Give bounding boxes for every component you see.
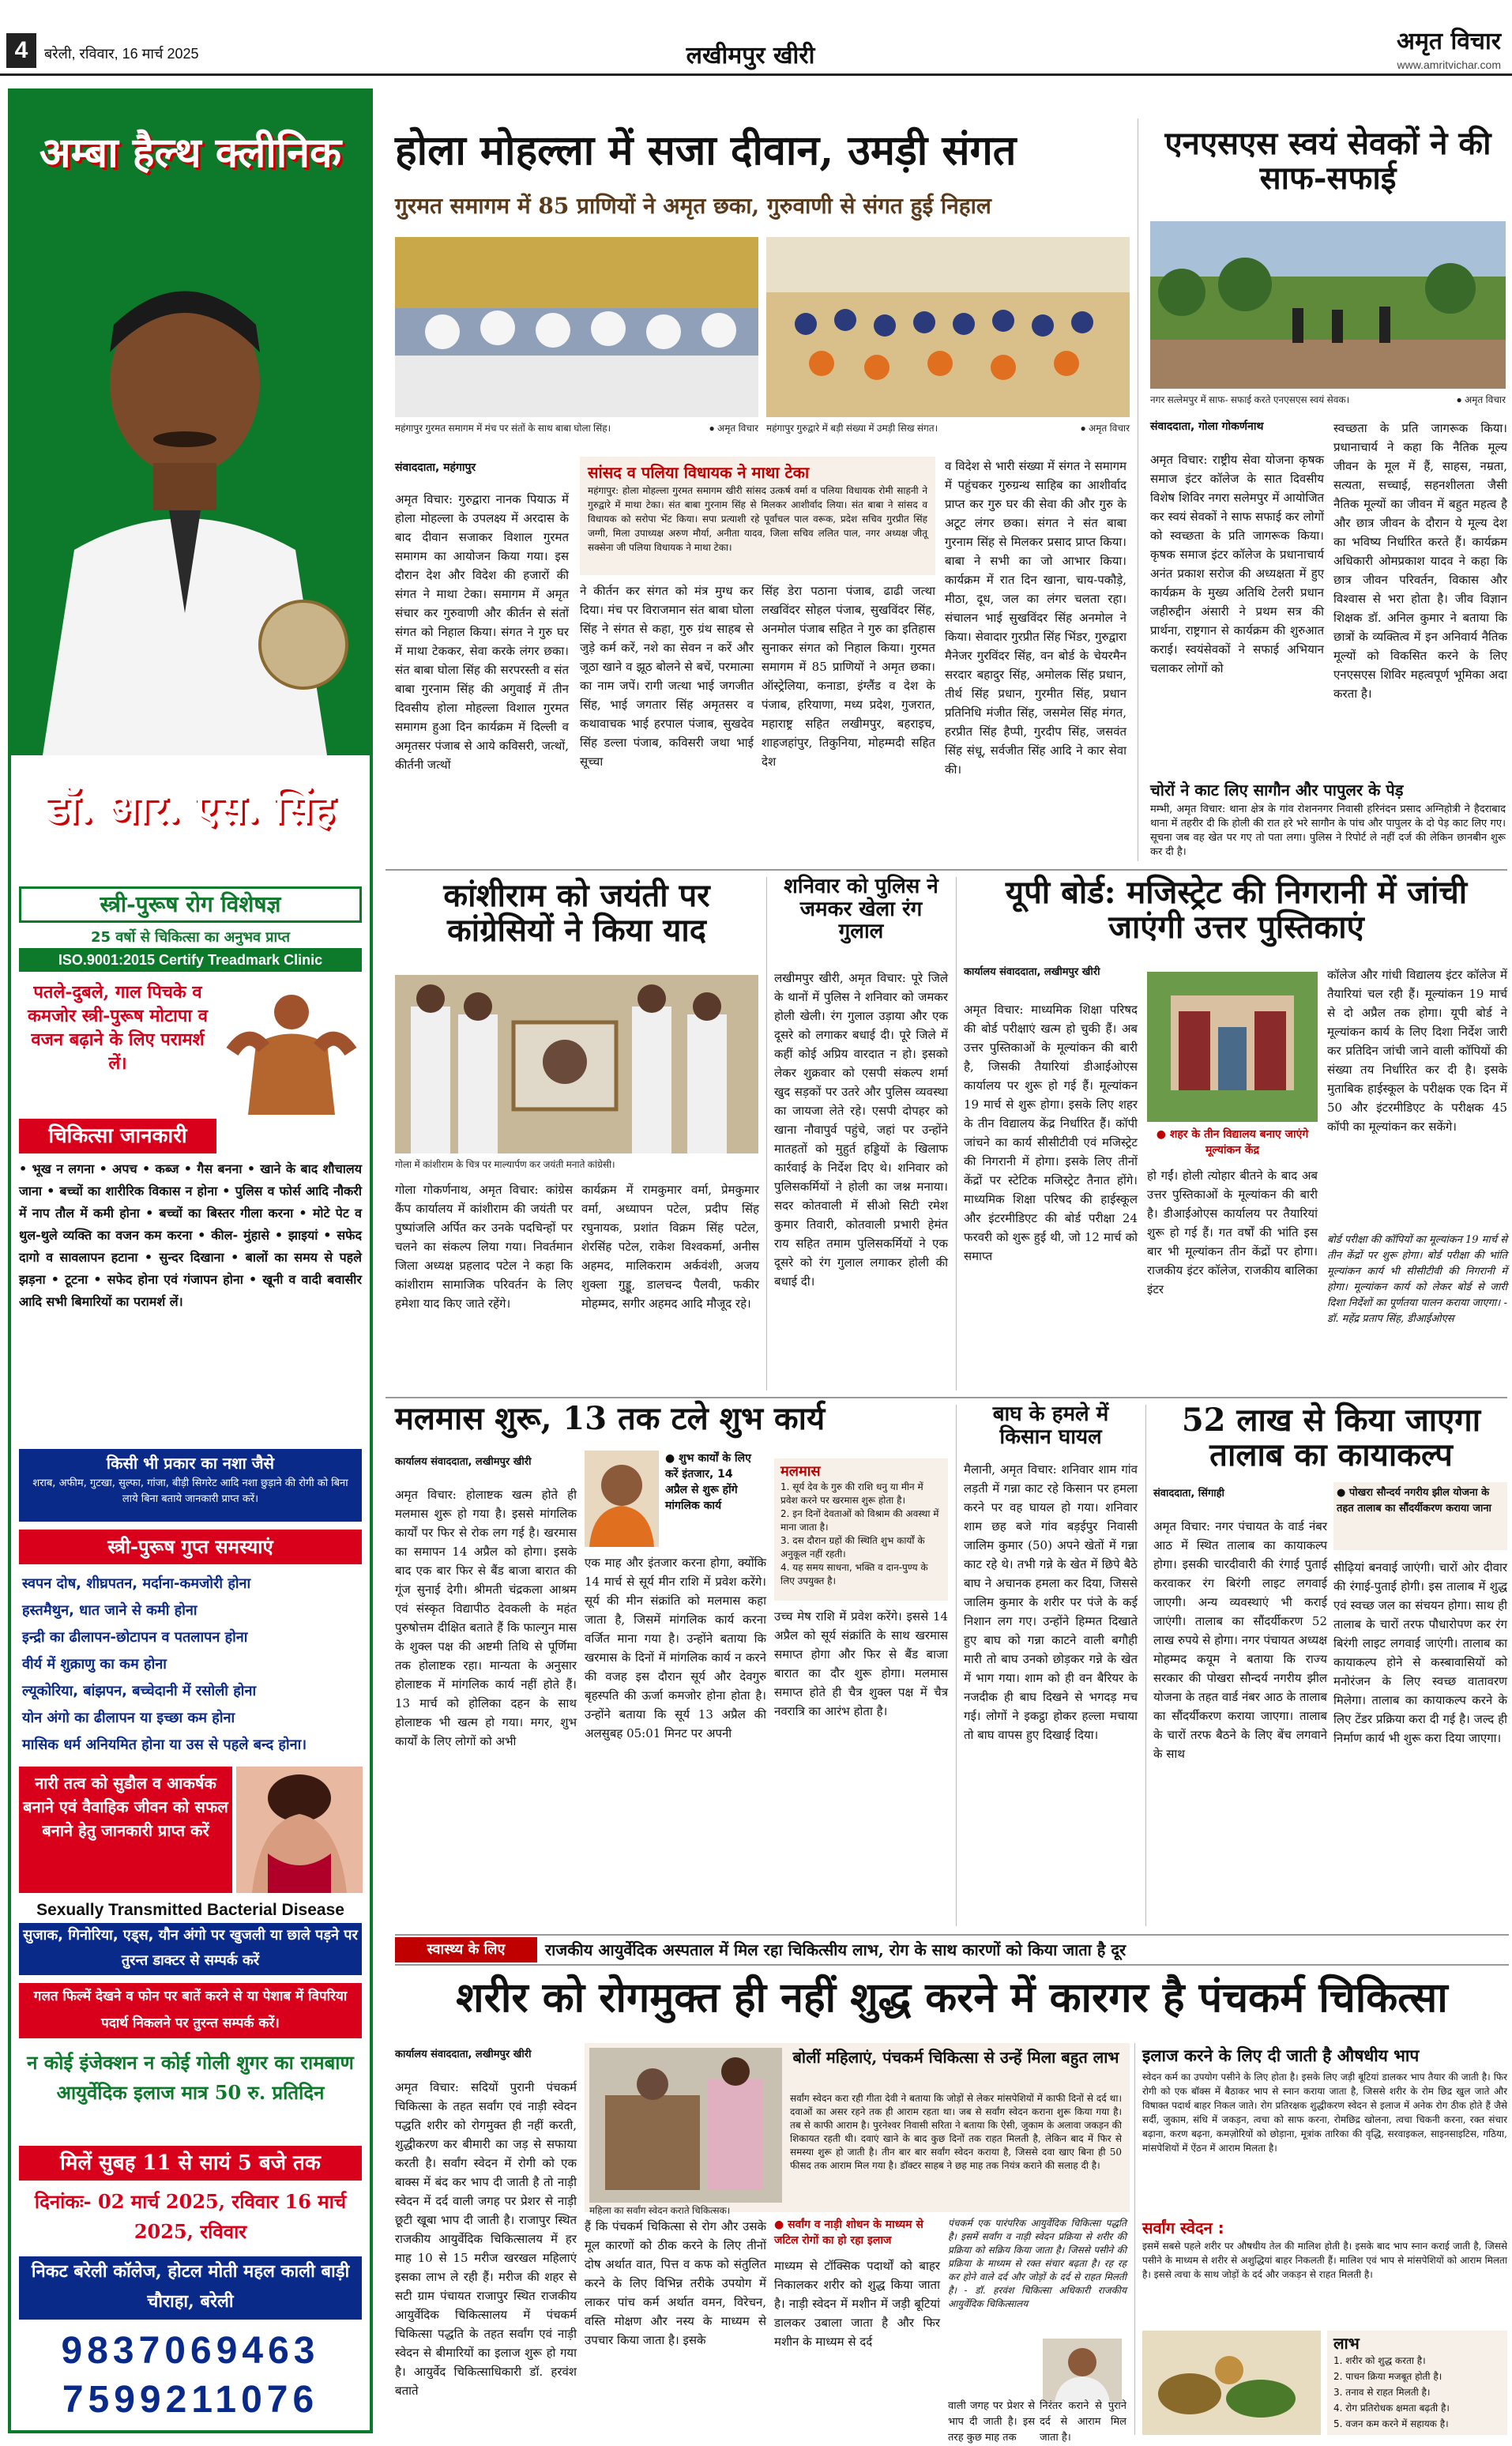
- story5-quote: बोर्ड परीक्षा की कॉपियों का मूल्यांकन 19 मार्च से तीन केंद्रों पर शुरू होगा। बोर्ड परीक्षा की भांति मूल्यांकन कार्य भी सीसीटीवी की निगरानी में होगा। मूल्यांकन कार्य को लेकर बोर्ड से जारी दिशा निर्देशों का पूर्णतया पालन कराया जाएगा। - डॉ. महेंद्र प्रताप सिंह, डीआईओएस: [1327, 1234, 1507, 1325]
- health-bottom-text: वाली जगह पर प्रेशर से भाप दी जाती है। इस तरह कुछ माह तक: [948, 2400, 1035, 2444]
- story4-headline: शनिवार को पुलिस ने जमकर खेला रंग गुलाल: [784, 875, 938, 944]
- story1-col3: सिंह डेरा पठाना पंजाब, ढाढी जत्था लखविंदर सोहल पंजाब, सुखविंदर सिंह, अनमोल पंजाब सहित ने गुरु का इतिहास सुनाकर संगत को निहाल किया। गुरमत समागम में 85 प्राणियों ने अमृत छका। ऑस्ट्रेलिया, कनाडा, इंग्लैंड व देश के पंजाब, हरियाणा, मध्य प्रदेश, गुजरात, महाराष्ट्र सहित लखीमपुर, बहराइच, शाहजहांपुर, तिकुनिया, मोहम्मदी सहित देश: [762, 584, 935, 769]
- story6-box-title: मलमास: [780, 1463, 821, 1480]
- story6-byline: कार्यालय संवाददाता, लखीमपुर खीरी: [395, 1456, 532, 1468]
- story2-photo: [1150, 221, 1506, 389]
- labh-item: 3. तनाव से राहत मिलती है।: [1333, 2387, 1431, 2398]
- health-col2: हैं कि पंचकर्म चिकित्सा से रोग और उसके मूल कारणों को ठीक करने के लिए तीनों दोष अर्थात वात, पित्त व कफ को संतुलित करने के लिए विभिन्न तरीके उपयोग में लाकर पांच कर्म अर्थात वमन, विरेचन, वस्ति मोक्षण और नस्य के माध्यम से उपचार किया जाता है। इसके: [585, 2219, 766, 2347]
- secret-item: हस्तमैथुन, धात जाने से कमी होना: [22, 1602, 197, 1619]
- info-title: चिकित्सा जानकारी: [19, 1119, 216, 1153]
- story5-col3: कॉलेज और गांधी विद्यालय इंटर कॉलेज में तैयारियां चल रही हैं। मूल्यांकन 19 मार्च से दो अप्रैल तक होगा। यूपी बोर्ड ने मूल्यांकन कार्य के लिए दिशा निर्देश जारी कर प्रतिदिन जांची जाने वाली कॉपियों की संख्या तय निर्धारित कर दी है। इसके मुताबिक हाईस्कूल के परीक्षक एक दिन में 50 और इंटरमीडिएट के परीक्षक 45 कॉपी का मूल्यांकन कर सकेंगे।: [1327, 968, 1507, 1134]
- website-url: www.amritvichar.com: [1397, 58, 1501, 71]
- story1-col4: व विदेश से भारी संख्या में संगत ने समागम में पहुंचकर गुरुग्रन्थ साहिब का आशीर्वाद प्राप्त कर गुरु घर की सेवा की और गुरु के अटूट लंगर छका। संगत ने संत बाबा गुरनाम सिंह से मिलकर प्रसाद प्राप्त किया। बाबा ने सभी का जो आभार किया। कार्यक्रम में रात दिन खाना, चाय-पकौड़े, मीठा, दूध, जल का लंगर चलता रहा। संचालन भाई सुखविंदर सिंह अनमोल ने किया। सेवादार गुरप्रीत सिंह भिंडर, गुरुद्वारा मैनेजर गुरविंदर सिंह, वन बोर्ड के चेयरमैन सरदार बहादुर सिंह, अमोलक सिंह प्रधान, तीर्थ सिंह प्रधान, गुरमीत सिंह, प्रधान प्रतिनिधि मंजीत सिंह, जसमेल सिंह मंगत, हरप्रीत सिंह हैप्पी, गुरदीप सिंह, जसवंत सिंह संधू, सर्वजीत सिंह आदि ने कार सेवा की।: [945, 459, 1126, 777]
- iso-badge: ISO.9001:2015 Certify Treadmark Clinic: [19, 948, 362, 972]
- secret-item: योन अंगो का ढीलापन या इच्छा कम होना: [22, 1710, 235, 1726]
- story6-box-item: 2. इन दिनों देवताओं को विश्राम की अवस्था में माना जाता है।: [780, 1508, 939, 1533]
- secret-item: इन्द्री का ढीलापन-छोटापन व पतलापन होना: [22, 1629, 248, 1646]
- women-title: बोलीं महिलाएं, पंचकर्म चिकित्सा से उन्हें मिला बहुत लाभ: [792, 2048, 1119, 2067]
- phone-number-2[interactable]: 7599211076: [62, 2379, 319, 2421]
- secret-item: वीर्य में शुक्राणु का कम होना: [22, 1656, 167, 1673]
- box2-title: ● सर्वांग व नाड़ी शोधन के माध्यम से जटिल रोगों का हो रहा इलाज: [774, 2218, 923, 2247]
- timing-banner: मिलें सुबह 11 से सायं 5 बजे तक: [19, 2146, 362, 2181]
- story5-photo: [1147, 972, 1318, 1122]
- story1-box-text: महंगापुर: होला मोहल्ला गुरमत समागम खीरी सांसद उत्कर्ष वर्मा व पलिया विधायक रोमी साहनी ने गुरुद्वारे में माथा टेका। संत बाबा गुरनाम सिंह से मिलकर आशीर्वाद लिया। संत बाबा ने सांसद व विधायक को सरोपा भेंट किया। सपा प्रत्याशी रहे पूर्वांचल पाल वरूक, प्रदेश सचिव गुरप्रीत सिंह जग्गी, मिला उपाध्यक्ष अरुण मौर्या, अनीता यादव, जिला सचिव ललित पाल, नगर अध्यक्ष जीतू सक्सेना जी पलिया विधायक ने माथा टेका।: [588, 485, 927, 553]
- brand-logo: अमृत विचार: [1397, 28, 1501, 55]
- labh-title: लाभ: [1333, 2334, 1360, 2353]
- section-title: लखीमपुर खीरी: [686, 42, 815, 70]
- health-headline: शरीर को रोगमुक्त ही नहीं शुद्ध करने में कारगर है पंचकर्म चिकित्सा: [456, 1974, 1448, 2022]
- story8-col2: सीढ़ियां बनवाई जाएंगी। चारों ओर दीवार की रंगाई-पुताई होगी। इस तालाब में शुद्ध एवं स्वच्छ जल का संचयन होगा। साथ ही तालाब के चारों तरफ पौधारोपण कर रंग बिरंगी लाइट लगवाई जाएंगी। तालाब का कायाकल्प होने से कस्बावासियों को मनोरंजन के लिए स्वच्छ वातावरण मिलेगा। तालाब का कायाकल्प करने के लिए टेंडर प्रक्रिया करा दी गई है। जल्द ही निर्माण कार्य भी शुरू करा दिया जाएगा।: [1333, 1560, 1507, 1745]
- story1-byline: संवाददाता, महंगापुर: [395, 461, 476, 474]
- story6-box-item: 3. दस दौरान ग्रहों की स्थिति शुभ कार्यों के अनुकूल नहीं रहती।: [780, 1535, 925, 1560]
- story8-byline: संवाददाता, सिंगाही: [1153, 1488, 1224, 1500]
- story1-credit-1: ● अमृत विचार: [709, 423, 758, 434]
- nasha-text: शराब, अफीम, गुटखा, सुल्फा, गांजा, बीड़ी सिगरेट आदि नशा छुड़ाने की रोगी को बिना लाये बिना बताये जानकारी प्राप्त करें।: [32, 1477, 348, 1505]
- labh-list: [1333, 2353, 1501, 2432]
- story3-col2: कार्यक्रम में रामकुमार वर्मा, प्रेमकुमार वर्मा, अध्यापन पटेल, प्रदीप सिंह रघुनायक, प्रशांत विक्रम सिंह पटेल, शेरसिंह पटेल, राकेश विश्वकर्मा, अनीस अहमद, मालिकराम अर्कवंशी, अजय शुक्ला गुड्डू, डालचन्द पैलवी, फकीर मोहम्मद, सगीर अहमद आदि मौजूद रहे।: [581, 1183, 759, 1311]
- doctor-name: डॉ. आर. एस. सिंह: [46, 785, 335, 833]
- std-title: Sexually Transmitted Bacterial Disease: [36, 1901, 344, 1919]
- story6-box-list: [780, 1481, 943, 1588]
- story6-photo: [585, 1451, 659, 1547]
- story2-caption: नगर सत्लेमपुर में साफ- सफाई करते एनएसएस स्वयं सेवक।: [1150, 394, 1350, 405]
- story3-caption: गोला में कांशीराम के चित्र पर माल्यार्पण कर जयंती मनाते कांग्रेसी।: [395, 1159, 615, 1170]
- experience: 25 वर्षो से चिकित्सा का अनुभव प्राप्त: [90, 929, 291, 946]
- story2-credit: ● अमृत विचार: [1456, 394, 1506, 405]
- story6-col2: एक माह और इंतजार करना होगा, क्योंकि 14 मार्च से सूर्य मीन राशि में प्रवेश करेंगे। सूर्य की मीन संक्रांति को मलमास कहा जाता है, जिसमें मांगलिक कार्य करना वर्जित माना गया है। उन्होंने बताया कि खरमास के दिनों में मांगलिक कार्य न करने की वजह इस दौरान सूर्य और देवगुरु बृहस्पति की ऊर्जा कमजोर होना होता है। उन्होंने बताया कि सूर्य 13 अप्रैल की अलसुबह 05:01 मिनट पर अपनी: [585, 1556, 766, 1740]
- story1-credit-2: ● अमृत विचार: [1080, 423, 1130, 434]
- story6-box-item: 1. सूर्य देव के गुरु की राशि धनु या मीन में प्रवेश करने पर खरमास शुरू होता है।: [780, 1481, 923, 1506]
- women-text: सर्वांग स्वेदन करा रही गीता देवी ने बताया कि जोड़ों से लेकर मांसपेशियों में काफी दिनों से दर्द था। दवाओं का असर रहने तक ही आराम रहता था। जब से सर्वांग स्वेदन कराना शुरू किया गया है। तब से काफी आराम है। पुरनेश्वर निवासी सरिता ने बताया कि ऐसी, जुकाम के अलावा जकड़न की शिकायत रहती थी। दवाएं खाने के बाद कुछ दिनों तक राहत मिलती है, लेकिन बाद में फिर से समस्या शुरू हो जाती है। तीन बार बार सर्वांग स्वेदन कराया है, जिससे दवा खाए बिना ही 50 फीसद तक आराम मिल गया है। डॉक्टर साहब ने छह माह तक नियंत्र कराने की सलाह दी है।: [790, 2093, 1122, 2171]
- health-byline: कार्यालय संवाददाता, लखीमपुर खीरी: [395, 2049, 532, 2060]
- story8-box: ● पोखरा सौन्दर्य नगरीय झील योजना के तहत तालाब का सौंदर्यीकरण कराया जाना: [1333, 1482, 1507, 1550]
- story6-headline: मलमास शुरू, 13 तक टले शुभ कार्य: [395, 1400, 826, 1437]
- clinic-advertisement: [8, 88, 373, 2433]
- labh-item: 2. पाचन क्रिया मजबूत होती है।: [1333, 2371, 1442, 2382]
- secret-item: ल्यूकोरिया, बांझपन, बच्चेदानी में रसोली होना: [22, 1683, 257, 1699]
- clinic-name: अम्बा हैल्थ क्लीनिक: [39, 129, 342, 177]
- story1-headline: होला मोहल्ला में सजा दीवान, उमड़ी संगत: [395, 126, 1017, 175]
- labh-item: 4. रोग प्रतिरोधक क्षमता बढ़ती है।: [1333, 2403, 1450, 2414]
- story5-byline: कार्यालय संवाददाता, लखीमपुर खीरी: [964, 966, 1100, 978]
- sarvang-text: इसमें सबसे पहले शरीर पर औषधीय तेल की मालिश होती है। इसके बाद भाप स्नान कराई जाती है, जिससे पसीने के माध्यम से शरीर से अशुद्धियां बाहर निकलती हैं। मालिश एवं भाप से मांसपेशियों को आराम मिलता है। इससे त्वचा के साथ जोड़ों के दर्द और जकड़न से राहत मिलती है।: [1142, 2241, 1507, 2280]
- story6-box-item: 4. यह समय साधना, भक्ति व दान-पुण्य के लिए उपयुक्त है।: [780, 1562, 928, 1586]
- health-caption: महिला का सर्वांग स्वेदन कराते चिकित्सक।: [589, 2205, 731, 2216]
- story6-side-note: ● शुभ कार्यों के लिए करें इंतजार, 14 अप्रैल से शुरू होंगे मांगलिक कार्य: [665, 1452, 751, 1512]
- story3-headline: कांशीराम को जयंती पर कांग्रेसियों ने किया याद: [443, 877, 710, 949]
- story8-col1: अमृत विचार: नगर पंचायत के वार्ड नंबर आठ में स्थित तालाब का कायाकल्प होगा। इसकी चारदीवारी की रंगाई पुताई करवाकर रंग बिरंगी लाइट लगवाई जाएगी। अन्य व्यवस्थाएं भी कराई जाएंगी। तालाब का सौंदर्यीकरण 52 लाख रुपये से होगा। नगर पंचायत अध्यक्ष मोहम्मद कयूम ने बताया कि राज्य सरकार की पोखरा सौन्दर्य नगरीय झील योजना के तहत वार्ड नंबर आठ के तालाब का सौंदर्यीकरण कराया जाएगा। तालाब के चारों तरफ बैठने के लिए बेंच लगवाने के साथ: [1153, 1519, 1327, 1761]
- story5-photo-note: ● शहर के तीन विद्यालय बनाए जाएंगे मूल्यांकन केंद्र: [1156, 1128, 1309, 1157]
- story1-caption-1: महंगापुर गुरमत समागम में मंच पर संतों के साथ बाबा घोला सिंह।: [395, 423, 611, 434]
- sarvang-title: सर्वांग स्वेदन :: [1142, 2218, 1224, 2237]
- story8-headline: 52 लाख से किया जाएगा तालाब का कायाकल्प: [1181, 1402, 1481, 1473]
- story6-col1: अमृत विचार: होलाष्टक खत्म होते ही मलमास शुरू हो गया है। इससे मांगलिक कार्यों पर फिर से रोक लग गई है। खरमास का समापन 14 अप्रैल को होगा। इसके बाद एक बार फिर से बैंड बाजा बारात की गूंज सुनाई देगी। श्रीमती चंद्रकला आश्रम एवं संस्कृत विद्यापीठ देवकली के महंत पुरुषोत्तम दीक्षित बताते हैं कि फाल्गुन मास के शुक्ल पक्ष की अष्टमी तिथि से पूर्णिमा तक होलाष्टक रहा। मान्यता के अनुसार होलाष्टक में मांगलिक कार्य नहीं होते हैं। 13 मार्च को होलिका दहन के साथ होलाष्टक भी खत्म हो गया। मगर, शुभ कार्यों के लिए लोगों को अभी: [395, 1488, 577, 1748]
- weight-gain-text: पतले-दुबले, गाल पिचके व कमजोर स्त्री-पुरूष मोटापा व वजन बढ़ाने के लिए परामर्श लें।: [28, 982, 208, 1074]
- secret-list: [22, 1571, 362, 1759]
- labh-item: 5. वजन कम करने में सहायक है।: [1333, 2418, 1449, 2429]
- woman-image: [236, 1767, 363, 1893]
- labh-item: 1. शरीर को शुद्ध करता है।: [1333, 2355, 1426, 2366]
- secret-item: मासिक धर्म अनियमित होना या उस से पहले बन्द होना।: [22, 1737, 307, 1753]
- health-strip-text: राजकीय आयुर्वेदिक अस्पताल में मिल रहा चिकित्सीय लाभ, रोग के साथ कारणों को किया जाता है दूर: [545, 1940, 1126, 1959]
- story3-col1: गोला गोकर्णनाथ, अमृत विचार: कांग्रेस कैंप कार्यालय में कांशीराम की जयंती पर पुष्पांजलि अर्पित कर उनके पदचिन्हों पर चलने का संकल्प लिया गया। निवर्तमान जिला अध्यक्ष प्रहलाद पटेल ने कहा कि कांशीराम सामाजिक परिवर्तन के लिए हमेशा याद किए जाते रहेंगे।: [395, 1183, 573, 1311]
- story1-subhead: गुरमत समागम में 85 प्राणियों ने अमृत छका, गुरुवाणी से संगत हुई निहाल: [395, 193, 991, 219]
- nasha-title: किसी भी प्रकार का नशा जैसे: [106, 1454, 275, 1473]
- urine-text: गलत फिल्में देखने व फोन पर बातें करने से या पेशाब में विपरिया पदार्थ निकलने पर तुरन्त सम्पर्क करें।: [19, 1983, 362, 2038]
- story1-caption-2: महंगापुर गुरुद्वारे में बड़ी संख्या में उमड़ी सिख संगत।: [766, 423, 938, 434]
- health-quote: पंचकर्म एक पारंपरिक आयुर्वेदिक चिकित्सा पद्धति है। इसमें सर्वांग व नाड़ी स्वेदन प्रक्रिया से शरीर की प्रक्रिया को सक्रिय किया जाता है। जिससे पसीने की प्रक्रिया के माध्यम से रक्त संचार बढ़ता है। रह रह कर होने वाले दर्द और जोड़ों के दर्द से राहत मिलती है। - डॉ. हरवंश चिकित्सा अधिकारी राजकीय आयुर्वेदिक चिकित्सालय: [948, 2218, 1126, 2309]
- story2-headline: एनएसएस स्वयं सेवकों ने की साफ-सफाई: [1164, 125, 1491, 197]
- box2-text: माध्यम से टॉक्सिक पदार्थों को बाहर निकालकर शरीर को शुद्ध किया जाता है। नाड़ी स्वेदन में मशीन में जड़ी बूटियां डालकर उबाला जाता है और फिर मशीन के माध्यम से दर्द: [774, 2259, 940, 2349]
- bhap-title: इलाज करने के लिए दी जाती है औषधीय भाप: [1142, 2045, 1420, 2065]
- story1-col2: ने कीर्तन कर संगत को मंत्र मुग्ध कर दिया। मंच पर विराजमान संत बाबा घोला सिंह ने संगत से कहा, गुरु ग्रंथ साहब से जुड़े कर्म करें, नशे का सेवन न करें और जूठा खाने व झूठ बोलने से बचें, परमात्मा का नाम जपें। रागी जत्था भाई जगजीत सिंह, भाई जगतार सिंह अमृतसर व कथावाचक भाई हरपाल पंजाब, सुखदेव सिंह डल्ला पंजाब, कविसरी जथा भाई सूच्चा: [580, 584, 754, 769]
- bhap-text: स्वेदन कर्म का उपयोग पसीने के लिए होता है। इसके लिए जड़ी बूटियां डालकर भाप तैयार की जाती है। फिर रोगी को एक बॉक्स में बैठाकर भाप से स्नान कराया जाता है, जिससे शरीर के रोम छिद्र खुल जाते और विषाक्त पदार्थ बाहर निकल जाते। रोग प्रतिरक्षक शुद्धीकरण स्वेदन से इलाज में अनेक रोग ठीक होते हैं जैसे सर्दी, जुकाम, संधि में जकड़न, त्वचा को साफ करना, रोमछिद्र खोलना, त्वचा चिकनी करना, रक्त संचार बढ़ाना, करण बढ़ना, कमज़ोरियों को छोड़ाना, मूत्रांक तारिका की वृद्धि, सरवाइकल, साइनसाइटिस, गठिया, मांसपेशियों में ऐंठन में आराम मिलता है।: [1142, 2072, 1507, 2154]
- story1-box-title: सांसद व पलिया विधायक ने माथा टेका: [588, 463, 810, 482]
- story2-col2: स्वच्छता के प्रति जागरूक किया। प्रधानाचार्य ने कहा कि नैतिक मूल्य जीवन के मूल में हैं, साहस, नम्रता, सत्यता, सच्चाई, सहनशीलता जैसी नैतिक मूल्यों का जीवन में बहुत महत्व है और छात्र जीवन के दौरान ये मूल्य देश का भविष्य निर्धारित करते हैं। कार्यक्रम अधिकारी ओमप्रकाश यादव ने कहा कि छात्र जीवन परिवर्तन, विकास और विश्वास से भरा होता है। जीव विज्ञान शिक्षक डॉ. अनिल कुमार ने बताया कि छात्रों के व्यक्तित्व में इन अनिवार्य नैतिक मूल्यों को विकसित करने के लिए एनएसएस शिविर महत्वपूर्ण भूमिका अदा करता है।: [1333, 421, 1507, 701]
- doctor-photo: [11, 250, 370, 755]
- masthead-rule: [0, 73, 1512, 76]
- secret-item: स्वपन दोष, शीघ्रपतन, मर्दाना-कमजोरी होना: [22, 1575, 251, 1592]
- story6-col3: उच्च मेष राशि में प्रवेश करेंगे। इससे 14 अप्रैल को सूर्य संक्रांति के साथ खरमास समाप्त होगा और फिर से बैंड बाजा बारात का दौर शुरू होगा। मलमास समाप्त होते ही चैत्र शुक्ल पक्ष में चैत्र नवरात्रि का आरंभ होता है।: [774, 1609, 948, 1718]
- page-number: 4: [6, 33, 36, 68]
- address-box: निकट बरेली कॉलेज, होटल मोती महल काली बाड़ी चौराहा, बरेली: [19, 2256, 362, 2320]
- doctor-photo: [1043, 2339, 1122, 2402]
- health-photo: [589, 2048, 782, 2203]
- specialist-banner: स्त्री-पुरूष रोग विशेषज्ञ: [19, 886, 362, 923]
- story1-photo-stage: [395, 237, 758, 417]
- women-text: नारी तत्व को सुडौल व आकर्षक बनाने एवं वैवाहिक जीवन को सफल बनाने हेतु जानकारी प्राप्त करें: [23, 1774, 228, 1840]
- phone-number-1[interactable]: 9837069463: [61, 2330, 320, 2372]
- story5-col1: अमृत विचार: माध्यमिक शिक्षा परिषद की बोर्ड परीक्षाएं खत्म हो चुकी हैं। अब उत्तर पुस्तिकाओं के मूल्यांकन की बारी है, जिसकी तैयारियां डीआईओएस कार्यालय पर शुरू हो गई हैं। मूल्यांकन 19 मार्च से शुरू होगा। इसके लिए शहर के तीन विद्यालय केंद्र निर्धारित हैं। कॉपी जांचने का कार्य सीसीटीवी एवं मजिस्ट्रेट की निगरानी में होगा। इसके लिए तीनों केंद्रों पर स्टेटिक मजिस्ट्रेट तैनात होंगे। माध्यमिक शिक्षा परिषद की हाईस्कूल और इंटरमीडिएट की बोर्ड परीक्षा 24 फरवरी को शुरू हुई थी, जो 12 मार्च को समाप्त: [964, 1003, 1138, 1263]
- health-strip-label: स्वास्थ्य के लिए: [395, 1937, 537, 1962]
- health-col1: अमृत विचार: सदियों पुरानी पंचकर्म चिकित्सा के तहत सर्वांग एवं नाड़ी स्वेदन पद्धति शरीर को रोगमुक्त ही नहीं करती, शुद्धीकरण कर बीमारी का जड़ से सफाया करती है। सर्वांग स्वेदन में रोगी को एक बाक्स में बंद कर भाप दी जाती है तो नाड़ी स्वेदन में दर्द वाली जगह पर प्रेशर से नाड़ी छूटी खूबा भाप दी जाती है। राजापुर स्थित राजकीय आयुर्वेदिक चिकित्सालय में हर माह 10 से 15 मरीज खरखल महिलाएं इसका लाभ ले रही हैं। मरीज की शहर से सटी ग्राम पंचायत राजापुर स्थित राजकीय आयुर्वेदिक चिकित्सालय में पंचकर्म चिकित्सा पद्धति के तहत सर्वांग एवं नाड़ी स्वेदन से बीमारियों का इलाज शुरू हो गया है। आयुर्वेद चिकित्साधिकारी डॉ. हरवंश बताते: [395, 2080, 577, 2398]
- story3-photo: [395, 975, 758, 1153]
- date-line: बरेली, रविवार, 16 मार्च 2025: [44, 46, 199, 62]
- story7-text: मैलानी, अमृत विचार: शनिवार शाम गांव लड़ती में गन्ना काट रहे किसान पर हमला करने पर वह घायल हो गया। शनिवार शाम छह बजे गांव बड़ईपुर निवासी जालिम कुमार (50) अपने खेतों में गन्ना काट रहे थे। तभी गन्ने के खेत में छिपे बैठे बाघ ने अचानक हमला कर दिया, जिससे जालिम कुमार के शरीर पर पंजे के कई निशान लग गए। उन्होंने हिम्मत दिखाते हुए बाघ को गन्ना काटने वाली बगौही मारी तो बाघ उनको छोड़कर गन्ने के खेत में भाग गया। शाम को ही वन बैरियर के नजदीक ही बाघ दिखने से भगदड़ मच गई। लोगों ने इकट्ठा होकर हल्ला मचाया तो बाघ वापस हुए दिखाई दिया।: [964, 1462, 1138, 1742]
- story1-photo-crowd: [766, 237, 1130, 417]
- sugar-text: न कोई इंजेक्शन न कोई गोली शुगर का रामबाण आयुर्वेदिक इलाज मात्र 50 रु. प्रतिदिन: [27, 2051, 354, 2104]
- story5-headline: यूपी बोर्ड: मजिस्ट्रेट की निगरानी में जांची जाएंगी उत्तर पुस्तिकाएं: [1005, 874, 1468, 946]
- story5-col2: हो गईं। होली त्योहार बीतने के बाद अब उत्तर पुस्तिकाओं के मूल्यांकन की बारी है। डीआईओएस कार्यालय पर तैयारियां शुरू हो गई हैं। गत वर्षों की भांति इस बार भी मूल्यांकन तीन केंद्रों पर होगा। राजकीय इंटर कॉलेज, राजकीय बालिका इंटर: [1147, 1168, 1318, 1296]
- story2-brief-title: चोरों ने काट लिए सागौन और पापुलर के पेड़: [1150, 781, 1404, 800]
- story2-col1: अमृत विचार: राष्ट्रीय सेवा योजना कृषक समाज इंटर कॉलेज के सात दिवसीय विशेष शिविर नगरा सलेमपुर में आयोजित कर स्वयं सेवकों ने साफ सफाई कर लोगों को स्वच्छता के प्रति जागरूक किया। कृषक समाज इंटर कॉलेज के प्रधानाचार्य अनंत प्रकाश सरोज की अध्यक्षता में हुए कार्यक्रम के मुख्य अतिथि टेलरी प्रधान जहीरुद्दीन अंसारी ने प्रथम सत्र की प्रार्थना, राष्ट्रगान से कार्यक्रम की शुरुआत कराई। स्वयंसेवकों ने सफाई अभियान चलाकर लोगों को: [1150, 453, 1324, 675]
- masthead: [0, 0, 1512, 75]
- story1-col1: अमृत विचार: गुरुद्वारा नानक पियाऊ में होला मोहल्ला के उपलक्ष्य में अरदास के बाद दीवान सजाकर विशाल गुरमत समागम का आयोजन किया गया। इस दौरान देश और विदेश की हजारों की संगत ने माथा टेका। समागम में अमृत संचार कर गुरुवाणी और कीर्तन से संतों संगत को निहाल किया। संगत ने गुरु घर में माथा टेककर, सेवा करके लंगर छका। संत बाबा घोला सिंह की सरपरस्ती व संत बाबा गुरनाम सिंह की अगुवाई में तीन दिवसीय होला मोहल्ला विशाल गुरमत समागम हुआ दिन कार्यक्रम में दिल्ली व अमृतसर पंजाब से आये कविसरी, जत्थों, कीर्तनी जत्थों: [395, 492, 569, 772]
- dates: दिनांकः- 02 मार्च 2025, रविवार 16 मार्च 2025, रविवार: [34, 2190, 347, 2243]
- info-text: • भूख न लगना • अपच • कब्ज • गैस बनना • खाने के बाद शौचालय जाना • बच्चों का शारीरिक विकास न होना • पुलिस व फोर्स आदि नौकरी में नाप तौल में कमी होना • बच्चों का बिस्तर गीला करना • मोटे पेट व थुल-थुले व्यक्ति का वजन कम करना • कील- मुंहासे • झाइयां • सफेद दागो व सावलापन हटाना • सुन्दर दिखाना • बालों का समय से पहले झड़ना • टूटना • सफेद होना एवं गंजापन होना • खूनी व वादी बवासीर आदि सभी बिमारियों का परामर्श लें।: [19, 1158, 362, 1443]
- story7-headline: बाघ के हमले में किसान घायल: [992, 1402, 1109, 1449]
- secret-title: स्त्री-पुरूष गुप्त समस्याएं: [19, 1530, 362, 1564]
- story4-text: लखीमपुर खीरी, अमृत विचार: पूरे जिले के थानों में पुलिस ने शनिवार को जमकर होली खेली। रंग गुलाल उड़ाया और एक दूसरे को लगाकर बधाई दी। पूरे जिले में कहीं कोई अप्रिय वारदात न हो। इसको लेकर शुक्रवार को एसपी संकल्प शर्मा खुद सड़कों पर उतरे और पुलिस व्यवस्था का जायजा लेते रहे। एसपी दोपहर को खाना नौवापुर्व पहुंचे, जहां पर उन्होंने मातहतों को मुहुर्त हड्डियों के खिलाफ कार्रवाई के निर्देश दिए थे। शनिवार को पुलिसकर्मियों ने होली का जश्न मनाया। सदर कोतवाली में सीओ सिटी रमेश कुमार तिवारी, कोतवाली प्रभारी हेमंत राय सहित तमाम पुलिसकर्मियों ने एक दूसरे को रंग गुलाल लगाकर होली की बधाई दी।: [774, 971, 948, 1289]
- story2-byline: संवाददाता, गोला गोकर्णनाथ: [1150, 420, 1264, 433]
- story2-brief-text: मम्भी, अमृत विचार: थाना क्षेत्र के गांव रोशननगर निवासी हरिनंदन प्रसाद अग्निहोत्री ने हैदराबाद थाना में तहरीर दी कि होली की रात हरे भरे सागौन के पांच और पापुलर के दो पेड़ काट लिए गए। सूचना जब वह खेत पर गए तो पता लगा। पुलिस ने रिपोर्ट ले नहीं दर्ज की लेकिन छानबीन शुरू कर दी है।: [1150, 803, 1506, 858]
- degree: B.A.M.S.(आयुर्वेदाचार्य): [174, 845, 362, 869]
- std-text: सुजाक, गिनोरिया, एड्स, यौन अंगो पर खुजली या छाले पड़ने पर तुरन्त डाक्टर से सम्पर्क करें: [19, 1923, 362, 1975]
- herbs-photo: [1142, 2331, 1321, 2435]
- health-bottom-text-2: निरंतर कराने से पुराने दर्द से आराम मिल जाता है।: [1040, 2400, 1126, 2444]
- bodybuilder-image: [224, 980, 359, 1115]
